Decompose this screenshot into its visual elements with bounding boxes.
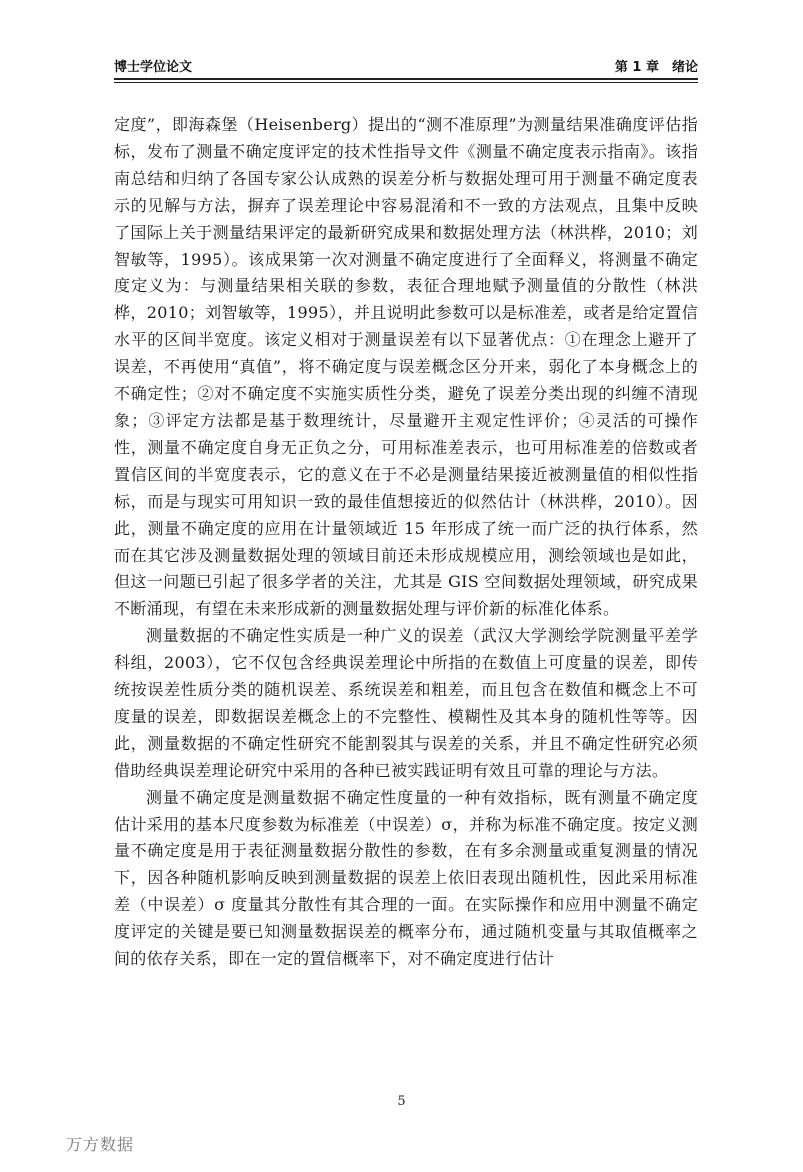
header-chapter-title: 第 1 章 绪论 bbox=[614, 60, 698, 75]
body-text bbox=[114, 112, 698, 973]
paragraph-uncertainty-measure: 测量不确定度是测量数据不确定性度量的一种有效指标，既有测量不确定度估计采用的基本尺度参数为标准差（中误差）σ，并称为标准不确定度。按定义测量不确定度是用于表征测量数据分散性的参数，在有多余测量或重复测量的情况下，因各种随机影响反映到测量数据的误差上依旧表现出随机性，因此采用标准差（中误差）σ 度量其分散性有其合理的一面。在实际操作和应用中测量不确定度评定的关键是要已知测量数据误差的概率分布，通过随机变量与其取值概率之间的依存关系，即在一定的置信概率下，对不确定度进行估计 bbox=[114, 787, 698, 969]
paragraph-uncertainty-nature: 测量数据的不确定性实质是一种广义的误差（武汉大学测绘学院测量平差学科组，2003），它不仅包含经典误差理论中所指的在数值上可度量的误差，即传统按误差性质分类的随机误差、系统误差和粗差，而且包含在数值和概念上不可度量的误差，即数据误差概念上的不完整性、模糊性及其本身的随机性等等。因此，测量数据的不确定性研究不能割裂其与误差的关系，并且不确定性研究必须借助经典误差理论研究中采用的各种已被实践证明有效且可靠的理论与方法。 bbox=[114, 626, 698, 780]
page-number: 5 bbox=[397, 1094, 406, 1109]
running-header bbox=[114, 54, 698, 76]
header-rule-thin bbox=[114, 82, 698, 83]
header-thesis-type: 博士学位论文 bbox=[114, 60, 193, 75]
watermark: 万方数据 bbox=[66, 1135, 135, 1154]
paragraph-continuation: 定度”，即海森堡（Heisenberg）提出的“测不准原理”为测量结果准确度评估指标，发布了测量不确定度评定的技术性指导文件《测量不确定度表示指南》。该指南总结和归纳了各国专家公认成熟的误差分析与数据处理可用于测量不确定度表示的见解与方法，摒弃了误差理论中容易混淆和不一致的方法观点，且集中反映了国际上关于测量结果评定的最新研究成果和数据处理方法（林洪桦，2010；刘智敏等，1995）。该成果第一次对测量不确定度进行了全面释义，将测量不确定度定义为：与测量结果相关联的参数，表征合理地赋予测量值的分散性（林洪桦，2010；刘智敏等，1995），并且说明此参数可以是标准差，或者是给定置信水平的区间半宽度。该定义相对于测量误差有以下显著优点：①在理念上避开了误差，不再使用“真值”，将不确定度与误差概念区分开来，弱化了本身概念上的不确定性；②对不确定度不实施实质性分类，避免了误差分类出现的纠缠不清现象；③评定方法都是基于数理统计，尽量避开主观定性评价；④灵活的可操作性，测量不确定度自身无正负之分，可用标准差表示，也可用标准差的倍数或者置信区间的半宽度表示，它的意义在于不必是测量结果接近被测量值的相似性指标，而是与现实可用知识一致的最佳值想接近的似然估计（林洪桦，2010）。因此，测量不确定度的应用在计量领域近 15 年形成了统一而广泛的执行体系，然而在其它涉及测量数据处理的领域目前还未形成规模应用，测绘领域也是如此，但这一问题已引起了很多学者的关注，尤其是 GIS 空间数据处理领域，研究成果不断涌现，有望在未来形成新的测量数据处理与评价新的标准化体系。 bbox=[114, 115, 698, 619]
header-rule-thick bbox=[114, 78, 698, 80]
